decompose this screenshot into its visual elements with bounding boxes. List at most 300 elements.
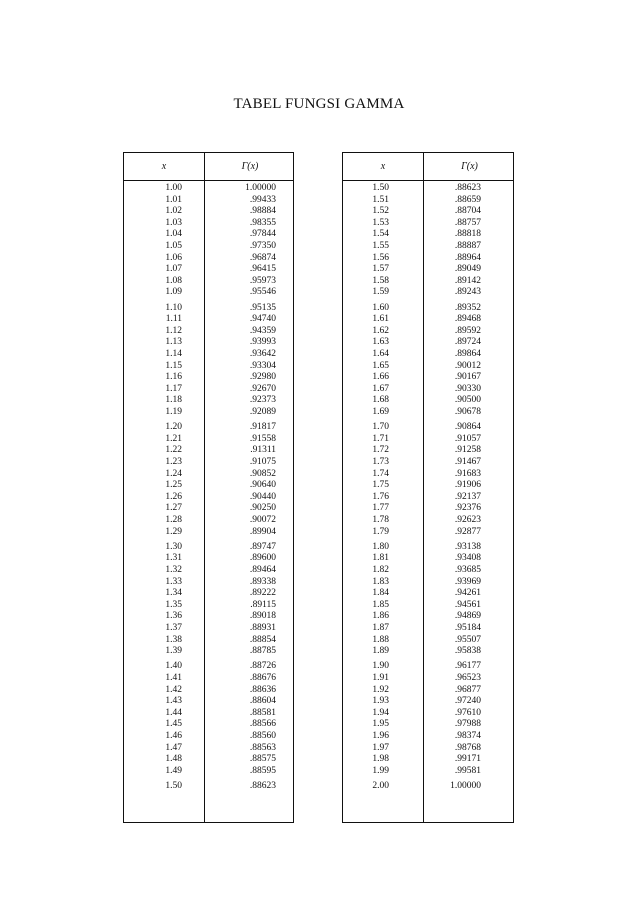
gamma-value: .92137 — [454, 491, 481, 502]
gamma-value: .88964 — [454, 252, 481, 263]
table-row — [343, 577, 513, 589]
x-value: 1.20 — [165, 422, 182, 433]
gamma-value: .99171 — [454, 754, 481, 765]
x-value: 1.86 — [372, 611, 389, 622]
x-value: 1.85 — [372, 599, 389, 610]
header-gamma: Γ(x) — [241, 161, 259, 172]
table-row — [124, 661, 293, 673]
x-value: 1.54 — [372, 229, 389, 240]
table-row — [343, 696, 513, 708]
x-value: 1.75 — [372, 480, 389, 491]
table-row — [124, 646, 293, 658]
x-value: 2.00 — [372, 781, 389, 792]
table-row — [343, 457, 513, 469]
x-value: 1.84 — [372, 588, 389, 599]
gamma-value: .98768 — [454, 742, 481, 753]
gamma-value: .89592 — [454, 325, 481, 336]
table-row — [343, 287, 513, 299]
gamma-value: .88854 — [249, 634, 276, 645]
gamma-table-right — [342, 152, 514, 823]
table-row — [124, 457, 293, 469]
x-value: 1.92 — [372, 684, 389, 695]
x-value: 1.65 — [372, 360, 389, 371]
gamma-value: .89600 — [249, 553, 276, 564]
x-value: 1.93 — [372, 696, 389, 707]
gamma-value: .92623 — [454, 515, 481, 525]
table-row — [124, 553, 293, 565]
gamma-value: .90167 — [454, 372, 481, 383]
table-row — [343, 326, 513, 338]
x-value: 1.45 — [165, 719, 182, 730]
gamma-value: .95184 — [454, 623, 481, 633]
table-row — [343, 303, 513, 315]
table-row — [124, 503, 293, 515]
table-header — [124, 153, 293, 181]
x-value: 1.05 — [165, 241, 182, 251]
x-value: 1.94 — [372, 707, 389, 718]
x-value: 1.35 — [165, 599, 182, 610]
gamma-value: .89464 — [249, 565, 276, 575]
table-row — [343, 515, 513, 527]
x-value: 1.43 — [165, 696, 182, 707]
table-row — [124, 303, 293, 315]
gamma-table-left — [123, 152, 294, 823]
x-value: 1.27 — [165, 503, 182, 514]
gamma-value: .94261 — [454, 588, 481, 599]
gamma-value: .93642 — [249, 349, 276, 359]
x-value: 1.07 — [165, 264, 182, 275]
x-value: 1.88 — [372, 634, 389, 645]
gamma-value: .88560 — [249, 731, 276, 741]
x-value: 1.51 — [372, 194, 389, 205]
x-value: 1.16 — [165, 372, 182, 383]
table-row — [343, 766, 513, 778]
gamma-value: .88785 — [249, 646, 276, 657]
table-row — [124, 731, 293, 743]
x-value: 1.31 — [165, 553, 182, 564]
table-row — [343, 503, 513, 515]
header-gamma: Γ(x) — [461, 161, 478, 172]
header-x: x — [161, 161, 167, 172]
gamma-value: .97240 — [454, 696, 481, 707]
x-value: 1.52 — [372, 206, 389, 217]
gamma-value: .91683 — [454, 468, 481, 479]
gamma-value: .92376 — [454, 503, 481, 514]
table-row — [124, 565, 293, 577]
table-row — [343, 492, 513, 504]
x-value: 1.78 — [372, 515, 389, 525]
x-value: 1.61 — [372, 314, 389, 325]
table-row — [343, 731, 513, 743]
table-row — [124, 480, 293, 492]
x-value: 1.23 — [165, 457, 182, 467]
x-value: 1.58 — [372, 275, 389, 286]
x-value: 1.30 — [165, 541, 182, 552]
gamma-value: .98884 — [249, 206, 276, 217]
x-value: 1.22 — [165, 445, 182, 456]
table-row — [124, 422, 293, 434]
gamma-value: .91057 — [454, 433, 481, 444]
table-row — [343, 229, 513, 241]
table-row — [124, 754, 293, 766]
table-row — [343, 349, 513, 361]
x-value: 1.44 — [165, 707, 182, 718]
table-row — [343, 253, 513, 265]
table-row — [343, 635, 513, 647]
table-row — [343, 600, 513, 612]
x-value: 1.63 — [372, 337, 389, 348]
gamma-value: .89018 — [249, 611, 276, 622]
table-row — [124, 276, 293, 288]
gamma-value: .96523 — [454, 673, 481, 683]
gamma-value: .99433 — [249, 194, 276, 205]
gamma-value: .91258 — [454, 445, 481, 456]
gamma-value: .93304 — [249, 360, 276, 371]
gamma-value: .89747 — [249, 541, 276, 552]
table-row — [343, 685, 513, 697]
gamma-value: .99581 — [454, 765, 481, 776]
gamma-value: .96874 — [249, 252, 276, 263]
gamma-value: .97844 — [249, 229, 276, 240]
x-value: 1.87 — [372, 623, 389, 633]
gamma-value: .90072 — [249, 515, 276, 525]
table-row — [124, 492, 293, 504]
x-value: 1.37 — [165, 623, 182, 633]
x-value: 1.90 — [372, 661, 389, 672]
x-value: 1.50 — [372, 183, 389, 193]
table-row — [343, 527, 513, 539]
x-value: 1.02 — [165, 206, 182, 217]
x-value: 1.62 — [372, 325, 389, 336]
x-value: 1.24 — [165, 468, 182, 479]
table-row — [343, 206, 513, 218]
gamma-value: .90852 — [249, 468, 276, 479]
x-value: 1.12 — [165, 325, 182, 336]
x-value: 1.68 — [372, 395, 389, 406]
x-value: 1.77 — [372, 503, 389, 514]
table-row — [124, 264, 293, 276]
table-row — [343, 661, 513, 673]
x-value: 1.14 — [165, 349, 182, 359]
x-value: 1.03 — [165, 217, 182, 228]
gamma-value: .91467 — [454, 457, 481, 467]
gamma-value: .88575 — [249, 754, 276, 765]
gamma-value: .97350 — [249, 241, 276, 251]
table-row — [343, 314, 513, 326]
x-value: 1.97 — [372, 742, 389, 753]
x-value: 1.59 — [372, 287, 389, 298]
gamma-value: .92373 — [249, 395, 276, 406]
x-value: 1.67 — [372, 383, 389, 394]
x-value: 1.99 — [372, 765, 389, 776]
x-value: 1.38 — [165, 634, 182, 645]
gamma-value: .88887 — [454, 241, 481, 251]
gamma-value: .97610 — [454, 707, 481, 718]
gamma-value: .92089 — [249, 407, 276, 417]
gamma-value: .91311 — [250, 445, 276, 456]
x-value: 1.00 — [165, 183, 182, 193]
table-row — [124, 719, 293, 731]
x-value: 1.32 — [165, 565, 182, 575]
gamma-value: .95507 — [454, 634, 481, 645]
x-value: 1.56 — [372, 252, 389, 263]
table-row — [124, 407, 293, 419]
gamma-value: .92877 — [454, 526, 481, 537]
table-row — [343, 719, 513, 731]
gamma-value: .95973 — [249, 275, 276, 286]
table-row — [124, 253, 293, 265]
x-value: 1.95 — [372, 719, 389, 730]
table-row — [343, 480, 513, 492]
x-value: 1.55 — [372, 241, 389, 251]
table-row — [343, 264, 513, 276]
table-row — [343, 422, 513, 434]
gamma-value: .88623 — [454, 183, 481, 193]
table-row — [343, 542, 513, 554]
table-row — [343, 276, 513, 288]
table-row — [343, 445, 513, 457]
gamma-value: .93408 — [454, 553, 481, 564]
gamma-value: .89243 — [454, 287, 481, 298]
table-row — [343, 241, 513, 253]
table-row — [124, 206, 293, 218]
table-row — [343, 781, 513, 793]
table-row — [343, 646, 513, 658]
table-row — [343, 384, 513, 396]
table-row — [124, 337, 293, 349]
gamma-value: .90012 — [454, 360, 481, 371]
table-row — [343, 183, 513, 195]
x-value: 1.42 — [165, 684, 182, 695]
x-value: 1.70 — [372, 422, 389, 433]
gamma-value: .91817 — [249, 422, 276, 433]
gamma-value: .90500 — [454, 395, 481, 406]
table-row — [124, 635, 293, 647]
table-row — [124, 708, 293, 720]
gamma-value: .98355 — [249, 217, 276, 228]
gamma-value: .93969 — [454, 576, 481, 587]
x-value: 1.13 — [165, 337, 182, 348]
table-row — [124, 781, 293, 793]
gamma-value: .91558 — [249, 433, 276, 444]
gamma-value: 1.00000 — [245, 183, 276, 193]
gamma-value: .91075 — [249, 457, 276, 467]
gamma-value: .96877 — [454, 684, 481, 695]
gamma-value: .89142 — [454, 275, 481, 286]
table-row — [124, 395, 293, 407]
x-value: 1.21 — [165, 433, 182, 444]
x-value: 1.29 — [165, 526, 182, 537]
x-value: 1.19 — [165, 407, 182, 417]
x-value: 1.53 — [372, 217, 389, 228]
table-row — [124, 195, 293, 207]
table-row — [124, 743, 293, 755]
x-value: 1.34 — [165, 588, 182, 599]
gamma-value: .88623 — [249, 781, 276, 792]
table-row — [343, 565, 513, 577]
x-value: 1.74 — [372, 468, 389, 479]
x-value: 1.28 — [165, 515, 182, 525]
table-row — [343, 469, 513, 481]
table-row — [343, 407, 513, 419]
gamma-value: .89049 — [454, 264, 481, 275]
gamma-value: .91906 — [454, 480, 481, 491]
table-row — [124, 384, 293, 396]
gamma-value: .90250 — [249, 503, 276, 514]
x-value: 1.48 — [165, 754, 182, 765]
x-value: 1.09 — [165, 287, 182, 298]
table-row — [343, 195, 513, 207]
table-row — [124, 623, 293, 635]
x-value: 1.69 — [372, 407, 389, 417]
x-value: 1.26 — [165, 491, 182, 502]
x-value: 1.64 — [372, 349, 389, 359]
x-value: 1.36 — [165, 611, 182, 622]
gamma-value: .90440 — [249, 491, 276, 502]
x-value: 1.81 — [372, 553, 389, 564]
gamma-value: .93138 — [454, 541, 481, 552]
x-value: 1.46 — [165, 731, 182, 741]
x-value: 1.17 — [165, 383, 182, 394]
x-value: 1.82 — [372, 565, 389, 575]
x-value: 1.15 — [165, 360, 182, 371]
x-value: 1.47 — [165, 742, 182, 753]
x-value: 1.11 — [165, 314, 182, 325]
table-row — [124, 326, 293, 338]
gamma-value: .88818 — [454, 229, 481, 240]
gamma-value: .88566 — [249, 719, 276, 730]
table-row — [343, 361, 513, 373]
x-value: 1.91 — [372, 673, 389, 683]
gamma-value: .88563 — [249, 742, 276, 753]
x-value: 1.80 — [372, 541, 389, 552]
gamma-value: .90640 — [249, 480, 276, 491]
table-row — [124, 241, 293, 253]
gamma-value: .88604 — [249, 696, 276, 707]
gamma-value: .97988 — [454, 719, 481, 730]
gamma-value: .93685 — [454, 565, 481, 575]
gamma-value: .90678 — [454, 407, 481, 417]
table-row — [124, 673, 293, 685]
x-value: 1.79 — [372, 526, 389, 537]
x-value: 1.49 — [165, 765, 182, 776]
table-row — [124, 314, 293, 326]
table-row — [124, 349, 293, 361]
gamma-value: .90330 — [454, 383, 481, 394]
page-title: TABEL FUNGSI GAMMA — [233, 96, 405, 112]
gamma-value: 1.00000 — [450, 781, 481, 792]
x-value: 1.25 — [165, 480, 182, 491]
gamma-value: .96177 — [454, 661, 481, 672]
table-row — [124, 372, 293, 384]
table-row — [343, 553, 513, 565]
gamma-value: .89115 — [250, 599, 276, 610]
x-value: 1.33 — [165, 576, 182, 587]
table-row — [343, 708, 513, 720]
table-row — [343, 623, 513, 635]
gamma-value: .94869 — [454, 611, 481, 622]
gamma-value: .90864 — [454, 422, 481, 433]
table-row — [124, 588, 293, 600]
x-value: 1.66 — [372, 372, 389, 383]
gamma-value: .88676 — [249, 673, 276, 683]
table-row — [124, 696, 293, 708]
table-row — [343, 395, 513, 407]
gamma-value: .88726 — [249, 661, 276, 672]
x-value: 1.72 — [372, 445, 389, 456]
table-row — [124, 600, 293, 612]
gamma-value: .88931 — [249, 623, 276, 633]
x-value: 1.40 — [165, 661, 182, 672]
table-row — [124, 527, 293, 539]
gamma-value: .89338 — [249, 576, 276, 587]
table-row — [343, 218, 513, 230]
x-value: 1.41 — [165, 673, 182, 683]
x-value: 1.08 — [165, 275, 182, 286]
table-row — [343, 337, 513, 349]
header-x: x — [380, 161, 386, 172]
gamma-value: .93993 — [249, 337, 276, 348]
gamma-value: .94561 — [454, 599, 481, 610]
gamma-value: .92670 — [249, 383, 276, 394]
gamma-value: .89904 — [249, 526, 276, 537]
table-row — [124, 287, 293, 299]
table-row — [124, 542, 293, 554]
gamma-value: .89352 — [454, 302, 481, 313]
table-row — [124, 515, 293, 527]
x-value: 1.50 — [165, 781, 182, 792]
gamma-value: .94359 — [249, 325, 276, 336]
gamma-value: .88595 — [249, 765, 276, 776]
table-row — [343, 588, 513, 600]
table-row — [124, 685, 293, 697]
table-row — [124, 445, 293, 457]
table-row — [124, 434, 293, 446]
x-value: 1.76 — [372, 491, 389, 502]
gamma-value: .95135 — [249, 302, 276, 313]
x-value: 1.73 — [372, 457, 389, 467]
table-row — [124, 611, 293, 623]
gamma-value: .95838 — [454, 646, 481, 657]
table-row — [343, 611, 513, 623]
gamma-value: .88704 — [454, 206, 481, 217]
x-value: 1.96 — [372, 731, 389, 741]
x-value: 1.39 — [165, 646, 182, 657]
x-value: 1.60 — [372, 302, 389, 313]
x-value: 1.18 — [165, 395, 182, 406]
gamma-value: .98374 — [454, 731, 481, 741]
gamma-value: .94740 — [249, 314, 276, 325]
x-value: 1.10 — [165, 302, 182, 313]
gamma-value: .88659 — [454, 194, 481, 205]
x-value: 1.04 — [165, 229, 182, 240]
table-row — [124, 183, 293, 195]
table-row — [124, 229, 293, 241]
x-value: 1.89 — [372, 646, 389, 657]
gamma-value: .89222 — [249, 588, 276, 599]
x-value: 1.71 — [372, 433, 389, 444]
x-value: 1.57 — [372, 264, 389, 275]
table-row — [343, 673, 513, 685]
table-header — [343, 153, 513, 181]
gamma-value: .89468 — [454, 314, 481, 325]
gamma-value: .96415 — [249, 264, 276, 275]
table-row — [124, 361, 293, 373]
gamma-value: .88757 — [454, 217, 481, 228]
gamma-value: .92980 — [249, 372, 276, 383]
table-row — [124, 766, 293, 778]
table-row — [343, 372, 513, 384]
